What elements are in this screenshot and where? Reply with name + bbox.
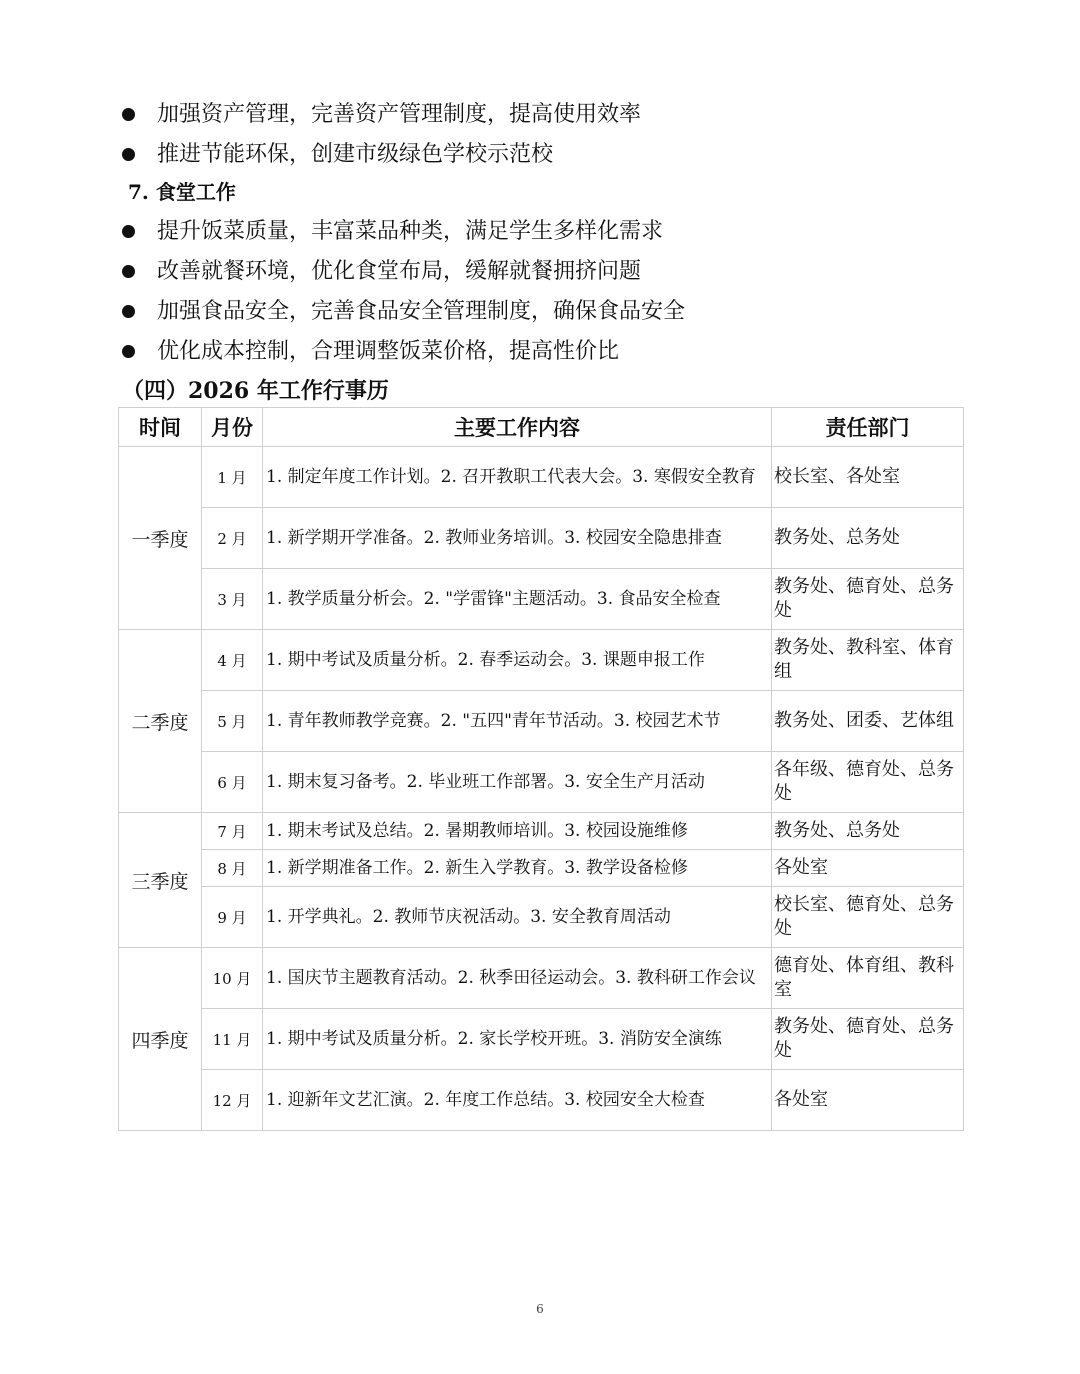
table-header-row xyxy=(119,408,964,447)
dept-cell: 教务处、总务处 xyxy=(772,813,964,850)
dept-cell: 教务处、德育处、总务处 xyxy=(772,1009,964,1070)
table-row xyxy=(119,447,964,508)
quarter-cell: 四季度 xyxy=(119,948,202,1131)
month-cell: 12 月 xyxy=(202,1070,263,1131)
table-row xyxy=(119,1070,964,1131)
dept-cell: 校长室、德育处、总务处 xyxy=(772,887,964,948)
bullet-dot xyxy=(122,108,135,121)
dept-cell: 教务处、教科室、体育组 xyxy=(772,630,964,691)
page-number: 6 xyxy=(536,1302,544,1316)
month-cell: 8 月 xyxy=(202,850,263,887)
table-row xyxy=(119,813,964,850)
bullet-text: 改善就餐环境，优化食堂布局，缓解就餐拥挤问题 xyxy=(157,259,642,284)
table-row xyxy=(119,630,964,691)
table-row xyxy=(119,850,964,887)
bullet-text: 加强资产管理，完善资产管理制度，提高使用效率 xyxy=(157,102,642,127)
content-cell: 1. 制定年度工作计划。2. 召开教职工代表大会。3. 寒假安全教育 xyxy=(263,447,772,508)
bullet-dot xyxy=(122,148,135,161)
bullet-dot xyxy=(122,305,135,318)
content-cell: 1. 新学期准备工作。2. 新生入学教育。3. 教学设备检修 xyxy=(263,850,772,887)
quarter-cell: 一季度 xyxy=(119,447,202,630)
table-row xyxy=(119,887,964,948)
header-content: 主要工作内容 xyxy=(263,408,772,447)
quarter-cell: 二季度 xyxy=(119,630,202,813)
dept-cell: 德育处、体育组、教科室 xyxy=(772,948,964,1009)
month-cell: 4 月 xyxy=(202,630,263,691)
bullet-text: 优化成本控制，合理调整饭菜价格，提高性价比 xyxy=(157,339,620,364)
month-cell: 10 月 xyxy=(202,948,263,1009)
bullet-dot xyxy=(122,225,135,238)
month-cell: 1 月 xyxy=(202,447,263,508)
content-cell: 1. 期中考试及质量分析。2. 春季运动会。3. 课题申报工作 xyxy=(263,630,772,691)
dept-cell: 校长室、各处室 xyxy=(772,447,964,508)
month-cell: 11 月 xyxy=(202,1009,263,1070)
bullet-dot xyxy=(122,345,135,358)
table-row xyxy=(119,752,964,813)
table-row xyxy=(119,1009,964,1070)
table-row xyxy=(119,948,964,1009)
content-cell: 1. 期末复习备考。2. 毕业班工作部署。3. 安全生产月活动 xyxy=(263,752,772,813)
header-time: 时间 xyxy=(119,408,202,447)
work-calendar-table xyxy=(118,407,964,1131)
dept-cell: 教务处、总务处 xyxy=(772,508,964,569)
bullet-dot xyxy=(122,265,135,278)
table-row xyxy=(119,569,964,630)
bullet-text: 加强食品安全，完善食品安全管理制度，确保食品安全 xyxy=(157,299,686,324)
month-cell: 6 月 xyxy=(202,752,263,813)
section-heading-canteen: 7. 食堂工作 xyxy=(128,180,236,204)
table-row xyxy=(119,691,964,752)
bullet-text: 推进节能环保，创建市级绿色学校示范校 xyxy=(157,142,554,167)
month-cell: 5 月 xyxy=(202,691,263,752)
table-row xyxy=(119,508,964,569)
bullet-text: 提升饭菜质量，丰富菜品种类，满足学生多样化需求 xyxy=(157,219,664,244)
dept-cell: 教务处、德育处、总务处 xyxy=(772,569,964,630)
dept-cell: 各处室 xyxy=(772,1070,964,1131)
content-cell: 1. 教学质量分析会。2. "学雷锋"主题活动。3. 食品安全检查 xyxy=(263,569,772,630)
dept-cell: 教务处、团委、艺体组 xyxy=(772,691,964,752)
header-dept: 责任部门 xyxy=(772,408,964,447)
calendar-title: （四）2026 年工作行事历 xyxy=(122,378,389,404)
quarter-cell: 三季度 xyxy=(119,813,202,948)
content-cell: 1. 期中考试及质量分析。2. 家长学校开班。3. 消防安全演练 xyxy=(263,1009,772,1070)
dept-cell: 各处室 xyxy=(772,850,964,887)
content-cell: 1. 期末考试及总结。2. 暑期教师培训。3. 校园设施维修 xyxy=(263,813,772,850)
month-cell: 9 月 xyxy=(202,887,263,948)
content-cell: 1. 新学期开学准备。2. 教师业务培训。3. 校园安全隐患排查 xyxy=(263,508,772,569)
content-cell: 1. 开学典礼。2. 教师节庆祝活动。3. 安全教育周活动 xyxy=(263,887,772,948)
header-month: 月份 xyxy=(202,408,263,447)
dept-cell: 各年级、德育处、总务处 xyxy=(772,752,964,813)
content-cell: 1. 国庆节主题教育活动。2. 秋季田径运动会。3. 教科研工作会议 xyxy=(263,948,772,1009)
content-cell: 1. 迎新年文艺汇演。2. 年度工作总结。3. 校园安全大检查 xyxy=(263,1070,772,1131)
month-cell: 2 月 xyxy=(202,508,263,569)
month-cell: 3 月 xyxy=(202,569,263,630)
content-cell: 1. 青年教师教学竞赛。2. "五四"青年节活动。3. 校园艺术节 xyxy=(263,691,772,752)
month-cell: 7 月 xyxy=(202,813,263,850)
